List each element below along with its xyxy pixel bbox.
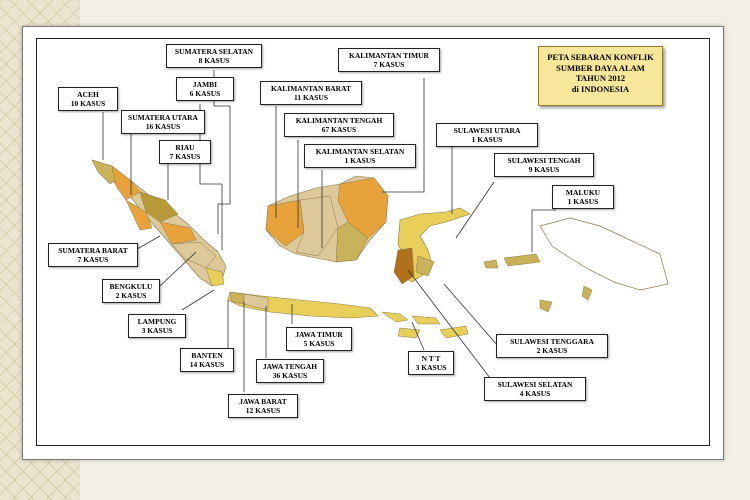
title-line-3: TAHUN 2012 [575,73,626,83]
title-line-4: di INDONESIA [571,83,630,94]
label-jawa-tengah: JAWA TENGAH 36 KASUS [256,359,324,383]
label-riau: RIAU 7 KASUS [159,140,211,164]
label-sulawesi-utara: SULAWESI UTARA 1 KASUS [436,123,538,147]
label-sulawesi-tengah: SULAWESI TENGAH 9 KASUS [494,153,594,177]
label-aceh: ACEH 10 KASUS [58,87,118,111]
label-lampung: LAMPUNG 3 KASUS [128,314,186,338]
label-maluku: MALUKU 1 KASUS [552,185,614,209]
maluku-islands [484,254,592,312]
label-sulawesi-tenggara: SULAWESI TENGGARA 2 KASUS [496,334,608,358]
label-kalimantan-tengah: KALIMANTAN TENGAH 67 KASUS [284,113,394,137]
sulawesi-tenggara-region [416,256,434,276]
banten-region [230,292,244,304]
label-sumatera-barat: SUMATERA BARAT 7 KASUS [48,243,138,267]
label-sulawesi-selatan: SULAWESI SELATAN 4 KASUS [484,377,586,401]
label-jambi: JAMBI 6 KASUS [176,77,234,101]
papua-island [540,218,668,290]
nusa-tenggara [382,312,468,338]
label-banten: BANTEN 14 KASUS [180,348,234,372]
label-kalimantan-timur: KALIMANTAN TIMUR 7 KASUS [338,48,440,72]
label-kalimantan-selatan: KALIMANTAN SELATAN 1 KASUS [304,144,416,168]
title-line-2: SUMBER DAYA ALAM [556,62,645,73]
title-line-1: PETA SEBARAN KONFLIK [547,52,654,62]
label-ntt: N T T 3 KASUS [408,351,454,375]
label-jawa-barat: JAWA BARAT 12 KASUS [228,394,298,418]
label-kalimantan-barat: KALIMANTAN BARAT 11 KASUS [260,81,362,105]
map-title [538,46,663,106]
label-bengkulu: BENGKULU 2 KASUS [102,279,160,303]
label-sumatera-utara: SUMATERA UTARA 16 KASUS [121,110,205,134]
label-jawa-timur: JAWA TIMUR 5 KASUS [286,327,352,351]
label-sumatera-selatan: SUMATERA SELATAN 8 KASUS [166,44,262,68]
